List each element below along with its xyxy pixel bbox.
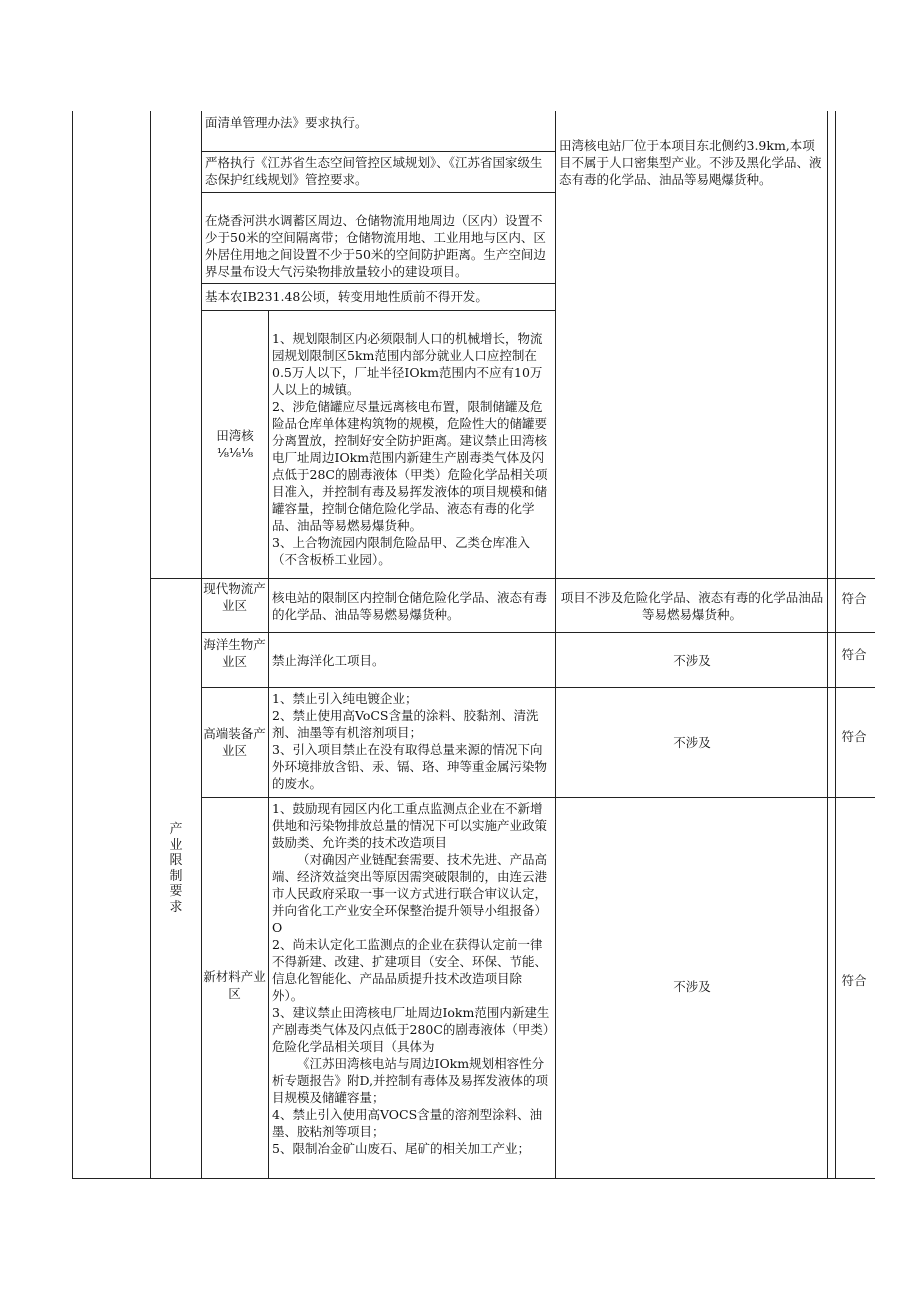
- row-divider: [201, 687, 875, 688]
- col-divider: [201, 111, 202, 1178]
- requirement-item: 3、引入项目禁止在没有取得总量来源的情况下向外环境排放含铅、汞、镉、珞、珅等重金属污染物的废水。: [272, 742, 548, 791]
- requirement-note: （对确因产业链配套需要、技术先进、产品高端、经济效益突出等原因需突破限制的，由连云港市人民政府采取一事一议方式进行联合审议认定，并向省化工产业安全环保整治提升领导小组报备）O: [272, 852, 548, 935]
- table-border-left: [72, 111, 73, 1178]
- col-divider: [835, 111, 836, 1178]
- requirement-list: [272, 800, 552, 1157]
- col-divider: [268, 310, 269, 1178]
- analysis-text: 不涉及: [673, 979, 711, 994]
- analysis-text: 项目不涉及危险化学品、液态有毒的化学品油品等易燃易爆货种。: [560, 590, 824, 622]
- cell-text: 核电站的限制区内控制仓储危险化学品、液态有毒的化学品、油品等易燃易爆货种。: [272, 590, 548, 622]
- compliance-text: 符合: [841, 973, 867, 988]
- analysis-text: 田湾核电站厂位于本项目东北侧约3.9km,本项目不属于人口密集型产业。不涉及黑化学品、液态有毒的化学品、油品等易飓爆货种。: [559, 138, 822, 187]
- row-divider: [201, 632, 875, 633]
- requirement-item: 2、禁止使用高VoCS含量的涂料、胶黏剂、清洗剂、油墨等有机溶剂项目；: [272, 708, 539, 740]
- col-divider: [827, 111, 828, 1178]
- row-divider: [201, 151, 555, 152]
- col-divider: [555, 111, 556, 1178]
- cell-text: 禁止海洋化工项目。: [272, 653, 385, 668]
- col-divider: [150, 111, 151, 1178]
- category-label: 产业限制要求: [169, 822, 183, 915]
- requirement-item: 1、规划限制区内必须限制人口的机械增长，物流园规划限制区5km范围内部分就业人口应控制在0.5万人以下，厂址半径IOkm范围内不应有10万人以上的城镇。: [272, 331, 543, 397]
- row-divider: [201, 797, 875, 798]
- zone-label: 高端装备产业区: [203, 726, 266, 758]
- compliance-text: 符合: [841, 647, 867, 662]
- requirement-item: 2、尚未认定化工监测点的企业在获得认定前一律不得新建、改建、扩建项目（安全、环保、节能、信息化智能化、产品品质提升技术改造项目除外）。: [272, 937, 548, 1003]
- row-divider: [201, 310, 555, 311]
- cell-text: 基本农IB231.48公顷，转变用地性质前不得开发。: [205, 289, 488, 304]
- zone-label: 现代物流产业区: [203, 581, 266, 613]
- requirement-note: 《江苏田湾核电站与周边IOkm规划相容性分析专题报告》附D,并控制有毒体及易挥发液体的项目规模及储罐容量；: [272, 1056, 549, 1105]
- zone-label: 田湾核⅛⅛⅛: [216, 428, 254, 460]
- row-divider: [201, 192, 555, 193]
- zone-label: 新材料产业区: [203, 969, 266, 1001]
- compliance-text: 符合: [841, 729, 867, 744]
- analysis-text: 不涉及: [673, 735, 711, 750]
- requirement-item: 1、鼓励现有园区内化工重点监测点企业在不新增供地和污染物排放总量的情况下可以实施产业政策鼓励类、允许类的技术改造项目: [272, 801, 548, 850]
- analysis-text: 不涉及: [673, 653, 711, 668]
- requirement-item: 5、限制冶金矿山废石、尾矿的相关加工产业；: [272, 1141, 530, 1156]
- cell-text: 严格执行《江苏省生态空间管控区域规划》、《江苏省国家级生态保护红线规划》管控要求。: [205, 155, 543, 187]
- requirement-item: 3、建议禁止田湾核电厂址周边Iokm范围内新建生产剧毒类气体及闪点低于280C的剧毒液体（甲类）危险化学品相关项目（具体为: [272, 1005, 550, 1054]
- requirement-item: 1、禁止引入纯电镀企业；: [272, 691, 418, 706]
- cell-text: 面清单管理办法》要求执行。: [205, 115, 368, 130]
- requirement-list: [272, 690, 552, 792]
- requirement-item: 4、禁止引入使用高VOCS含量的溶剂型涂料、油墨、胶粘剂等项目；: [272, 1107, 543, 1139]
- compliance-text: 符合: [841, 591, 867, 606]
- requirement-item: 3、上合物流园内限制危险品甲、乙类仓库准入（不含板桥工业园）。: [272, 535, 530, 567]
- zone-label: 海洋生物产业区: [203, 637, 266, 669]
- row-divider: [150, 578, 875, 579]
- requirement-item: 2、涉危储罐应尽量远离核电布置，限制储罐及危险品仓库单体建构筑物的规模，危险性大的储罐要分离置放，控制好安全防护距离。建议禁止田湾核电厂址周边IOkm范围内新建生产剧毒类气体及闪点低于28C的剧毒液体（甲类）危险化学品相关项目准入，并控制有毒及易挥发液体的项目规模和储罐容量，控制仓储危险化学品、液态有毒的化学品、油品等易燃易爆货种。: [272, 399, 548, 533]
- tianwan-requirements: [272, 330, 552, 568]
- row-divider: [201, 283, 555, 284]
- cell-text: 在烧香河洪水调蓄区周边、仓储物流用地周边（区内）设置不少于50米的空间隔离带；仓储物流用地、工业用地与区内、区外居住用地之间设置不少于50米的空间防护距离。生产空间边界尽量布设大气污染物排放量较小的建设项目。: [205, 213, 546, 279]
- table-border-bottom: [72, 1178, 875, 1179]
